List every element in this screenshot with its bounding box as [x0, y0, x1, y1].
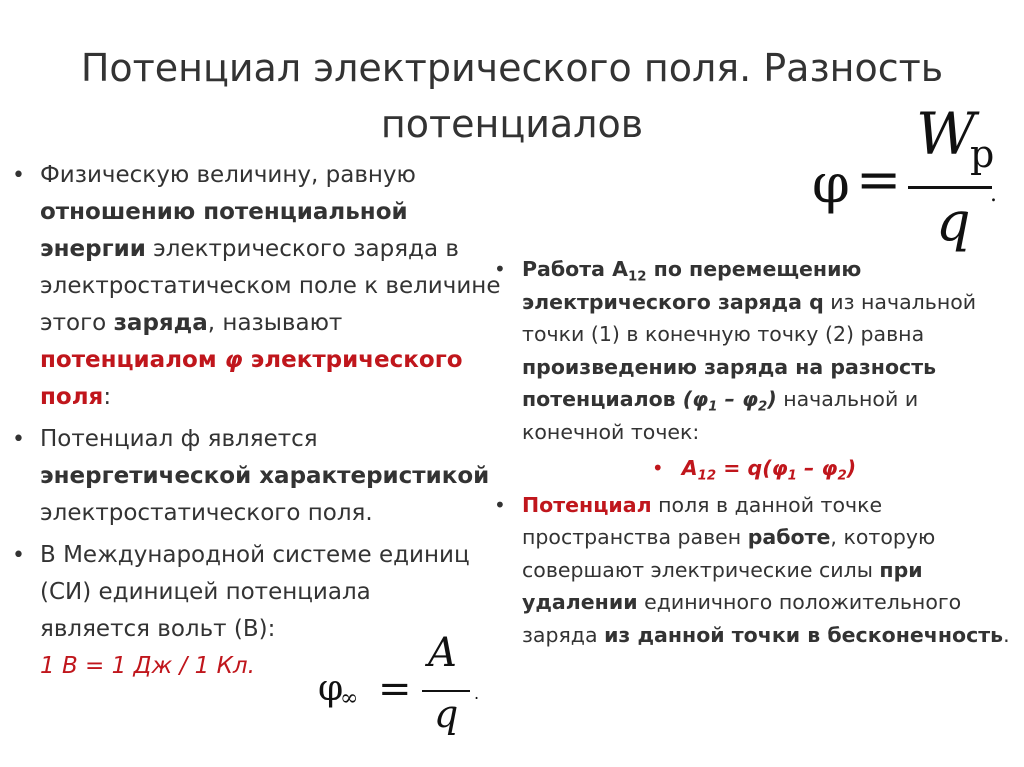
bold-text: произведению заряда на разность потенциалов [522, 354, 937, 411]
text: начальной и конечной точек: [522, 387, 919, 444]
text: поля в данной точке пространства равен [522, 492, 883, 549]
bullet: • [651, 456, 664, 480]
subscript: 12 [627, 269, 647, 285]
list-item [12, 157, 512, 416]
text: Потенциал ф является [40, 426, 318, 452]
bold-text: заряда [113, 310, 208, 336]
formula-fraction [908, 98, 995, 253]
bold-italic: (φ [675, 387, 709, 411]
unit-definition: 1 В = 1 Дж / 1 Кл. [40, 653, 255, 679]
formula-equals: = [378, 666, 412, 712]
text: . [1003, 622, 1010, 647]
formula-text: A [681, 456, 698, 480]
formula-text: ) [846, 456, 857, 480]
subscript: 2 [758, 399, 768, 415]
right-column [494, 253, 1014, 651]
bullet: • [494, 492, 506, 517]
formula-numerator-sub: p [970, 132, 995, 176]
left-column [12, 157, 512, 685]
text: из начальной точки (1) в конечную точку (2) равна [522, 289, 977, 346]
subscript: 2 [837, 468, 847, 484]
bullet: • [12, 163, 25, 188]
title-line-1: Потенциал электрического поля. Разность [80, 46, 944, 90]
bold-italic: – φ [717, 387, 759, 411]
potential-infinity-formula [318, 630, 478, 740]
bold-text: отношению потенциальной энергии [40, 199, 408, 262]
red-text: электрического поля [40, 347, 463, 410]
bold-text: по перемещению электрического заряда q [522, 257, 862, 314]
formula-phi: φ [812, 152, 850, 215]
formula-period: . [990, 182, 997, 207]
formula-numerator: W [916, 100, 976, 168]
formula-text: = q(φ [716, 456, 788, 480]
formula-period: . [474, 684, 480, 703]
text: электрического заряда в электростатическом поле к величине этого [40, 236, 501, 336]
red-text: Потенциал [522, 492, 652, 517]
text: электростатического поля. [40, 500, 373, 526]
subscript: 12 [697, 468, 717, 484]
formula-phi: φ [318, 668, 344, 709]
red-phi: φ [224, 347, 243, 373]
text: В Международной системе единиц (СИ) единицей потенциала является вольт (В): [40, 542, 470, 642]
formula-denominator: q [434, 692, 459, 736]
subscript: 1 [708, 399, 718, 415]
bold-text: при удалении [522, 557, 923, 614]
bold-text: Работа А [522, 257, 628, 281]
bold-text: работе [747, 525, 831, 549]
text: , которую совершают электрические силы [522, 525, 936, 582]
red-text: потенциалом [40, 347, 225, 373]
subscript: 1 [787, 468, 797, 484]
text: : [103, 384, 112, 410]
formula-equals: = [856, 148, 902, 211]
list-item [12, 421, 512, 532]
list-item [494, 489, 1014, 652]
bold-italic: ) [767, 387, 777, 411]
bullet: • [12, 427, 25, 452]
formula-text: – φ [796, 456, 838, 480]
title-line-2: потенциалов [380, 102, 644, 146]
formula-infinity: ∞ [340, 686, 359, 711]
bold-text: энергетической характеристикой [40, 463, 490, 489]
list-item [494, 253, 1014, 448]
bullet: • [494, 257, 506, 281]
fraction-bar [908, 186, 992, 189]
text: , называют [207, 310, 343, 336]
potential-formula [812, 98, 1002, 253]
formula-numerator: A [428, 630, 457, 676]
text: единичного положительного заряда [522, 590, 962, 647]
text: Физическую величину, равную [40, 162, 416, 188]
work-formula-item [494, 452, 1014, 485]
bold-text: из данной точки в бесконечность [604, 622, 1004, 647]
bullet: • [12, 543, 25, 568]
formula-denominator: q [936, 190, 971, 253]
